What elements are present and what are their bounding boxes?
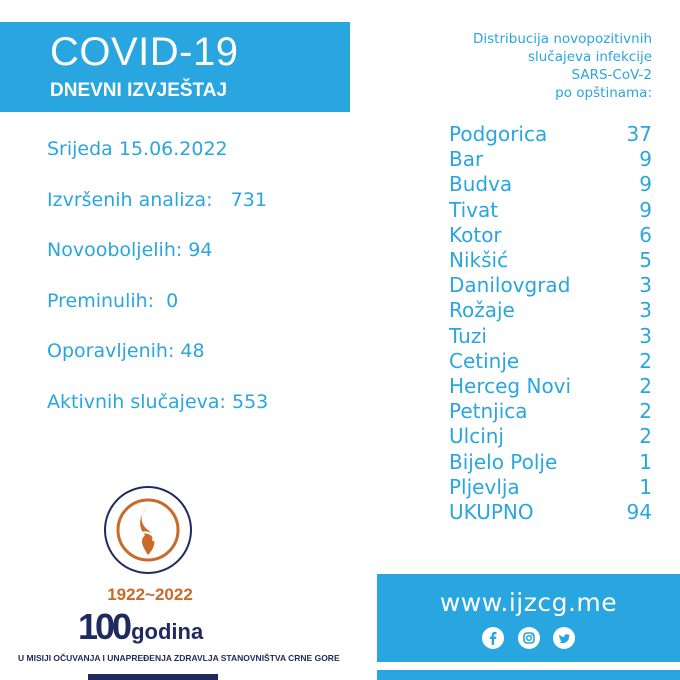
municipality-count: 2 bbox=[639, 348, 652, 373]
analyses-count: Izvršenih analiza: 731 bbox=[47, 188, 267, 211]
municipality-row bbox=[449, 172, 652, 197]
municipality-row bbox=[449, 324, 652, 349]
bottom-accent-strip bbox=[377, 670, 680, 680]
municipality-count: 6 bbox=[639, 222, 652, 247]
deaths-count: Preminulih: 0 bbox=[47, 289, 179, 312]
instagram-icon[interactable] bbox=[518, 627, 540, 649]
municipality-count: 2 bbox=[639, 399, 652, 424]
municipality-name: Ulcinj bbox=[449, 424, 504, 449]
municipality-name: Danilovgrad bbox=[449, 273, 571, 298]
municipality-row bbox=[449, 349, 652, 374]
municipality-row bbox=[449, 475, 652, 500]
municipality-row bbox=[449, 223, 652, 248]
recovered-count: Oporavljenih: 48 bbox=[47, 340, 205, 362]
active-cases-count: Aktivnih slučajeva: 553 bbox=[47, 390, 269, 413]
municipality-row bbox=[449, 500, 652, 525]
twitter-icon[interactable] bbox=[553, 627, 575, 649]
new-cases-count: Novooboljelih: 94 bbox=[47, 239, 213, 261]
municipality-count: 2 bbox=[639, 374, 652, 399]
municipality-count: 3 bbox=[639, 323, 652, 348]
centenary-word: godina bbox=[131, 619, 204, 644]
anniversary-years: 1922~2022 bbox=[107, 585, 193, 604]
municipality-name: Petnjica bbox=[449, 399, 528, 424]
municipality-name: Tivat bbox=[449, 197, 499, 222]
report-title: COVID-19 bbox=[50, 30, 239, 74]
municipality-row bbox=[449, 399, 652, 424]
municipality-count: 1 bbox=[639, 449, 652, 474]
footer-banner bbox=[377, 574, 680, 662]
municipality-row bbox=[449, 450, 652, 475]
report-date: Srijeda 15.06.2022 bbox=[47, 138, 228, 160]
municipality-name: Bar bbox=[449, 147, 484, 172]
municipality-row bbox=[449, 273, 652, 298]
municipality-row bbox=[449, 374, 652, 399]
municipality-row bbox=[449, 424, 652, 449]
cropped-logo-strip bbox=[88, 674, 218, 680]
municipality-count: 37 bbox=[626, 122, 652, 146]
municipality-name: Cetinje bbox=[449, 348, 520, 373]
municipality-name: Rožaje bbox=[449, 298, 515, 323]
municipality-name: Nikšić bbox=[449, 248, 509, 273]
website-link[interactable]: www.ijzcg.me bbox=[439, 588, 618, 617]
municipality-count: 1 bbox=[639, 474, 652, 499]
facebook-icon[interactable] bbox=[482, 627, 504, 649]
social-links bbox=[377, 627, 680, 649]
municipality-count: 9 bbox=[639, 172, 652, 197]
municipality-name: Bijelo Polje bbox=[449, 449, 558, 474]
municipality-count: 5 bbox=[639, 248, 652, 273]
municipality-row bbox=[449, 248, 652, 273]
municipality-name: UKUPNO bbox=[449, 500, 534, 525]
stats-panel bbox=[47, 124, 268, 427]
municipality-name: Herceg Novi bbox=[449, 374, 572, 399]
municipality-count: 3 bbox=[639, 298, 652, 323]
centenary-mark bbox=[78, 606, 203, 646]
municipality-list bbox=[449, 122, 652, 525]
municipality-count: 9 bbox=[639, 147, 652, 172]
header-banner bbox=[0, 22, 350, 112]
municipality-count: 94 bbox=[626, 500, 652, 525]
municipality-row bbox=[449, 298, 652, 323]
municipality-row bbox=[449, 122, 652, 147]
centenary-number: 100 bbox=[78, 606, 130, 647]
distribution-title-line: po opštinama: bbox=[555, 85, 652, 101]
mission-statement: U MISIJI OČUVANJA I UNAPREĐENJA ZDRAVLJA STANOVNIŠTVA CRNE GORE bbox=[18, 653, 340, 663]
municipality-name: Pljevlja bbox=[449, 474, 520, 499]
distribution-title-line: slučajeva infekcije bbox=[527, 49, 652, 65]
municipality-count: 2 bbox=[639, 424, 652, 449]
municipality-count: 3 bbox=[639, 273, 652, 298]
report-subtitle: DNEVNI IZVJEŠTAJ bbox=[50, 80, 228, 101]
municipality-row bbox=[449, 198, 652, 223]
distribution-title-line: Distribucija novopozitivnih bbox=[472, 31, 652, 47]
municipality-name: Budva bbox=[449, 172, 513, 197]
institute-seal-logo bbox=[103, 485, 193, 575]
distribution-title-line: SARS-CoV-2 bbox=[571, 67, 652, 83]
municipality-count: 9 bbox=[639, 197, 652, 222]
distribution-title bbox=[412, 30, 652, 102]
municipality-name: Tuzi bbox=[449, 323, 487, 348]
municipality-name: Kotor bbox=[449, 222, 502, 247]
municipality-name: Podgorica bbox=[449, 122, 548, 146]
municipality-row bbox=[449, 147, 652, 172]
